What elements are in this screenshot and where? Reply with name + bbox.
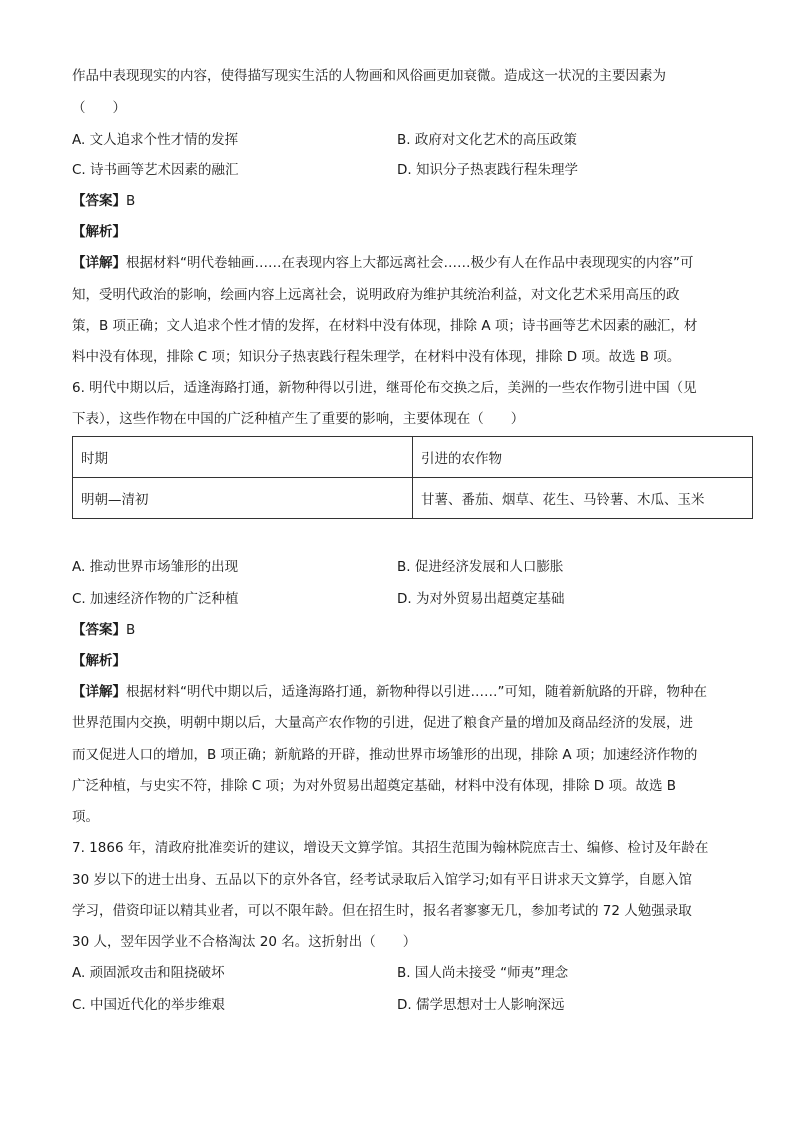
q6-detail-line: 世界范围内交换，明朝中期以后，大量高产农作物的引进，促进了粮食产量的增加及商品经济的发展，进 [72,715,693,731]
q5-option-c: C. 诗书画等艺术因素的融汇 [72,162,239,178]
q6-detail-line: 项。 [72,809,99,825]
q6-stem-line: 下表），这些作物在中国的广泛种植产生了重要的影响，主要体现在（ ） [72,411,525,427]
table-row [73,478,753,519]
q5-detail-line: 料中没有体现，排除 C 项；知识分子热衷践行程朱理学，在材料中没有体现，排除 D 项。故选 B 项。 [72,349,681,365]
q5-answer [72,191,135,211]
q6-stem-line: 6. 明代中期以后，适逢海路打通，新物种得以引进，继哥伦布交换之后，美洲的一些农作物引进中国（见 [72,380,697,396]
q7-option-a: A. 顽固派攻击和阻挠破坏 [72,965,225,981]
q6-option-c: C. 加速经济作物的广泛种植 [72,591,239,607]
detail-label: 【详解】 [72,684,126,700]
q7-stem-line: 30 岁以下的进士出身、五品以下的京外各官，经考试录取后入馆学习;如有平日讲求天文算学，自愿入馆 [72,872,693,888]
q6-detail-line: 而又促进人口的增加，B 项正确；新航路的开辟，推动世界市场雏形的出现，排除 A 项；加速经济作物的 [72,747,698,763]
q6-option-d: D. 为对外贸易出超奠定基础 [397,591,565,607]
q5-option-a: A. 文人追求个性才情的发挥 [72,132,239,148]
q5-stem-blank: （ ） [72,100,126,116]
q7-stem-line: 学习，借资印证以精其业者，可以不限年龄。但在招生时，报名者寥寥无几，参加考试的 72 人勉强录取 [72,903,692,919]
q6-option-b: B. 促进经济发展和人口膨胀 [397,559,564,575]
answer-label: 【答案】 [72,193,126,209]
table-header-cell: 引进的农作物 [413,437,753,478]
q5-detail-line: 知，受明代政治的影响，绘画内容上远离社会，说明政府为维护其统治利益，对文化艺术采用高压的政 [72,287,680,303]
q6-answer [72,620,135,640]
q6-detail-line: 【详解】根据材料“明代中期以后，适逢海路打通，新物种得以引进……”可知，随着新航路的开辟，物种在 [72,684,707,700]
q5-option-b: B. 政府对文化艺术的高压政策 [397,132,577,148]
q7-option-d: D. 儒学思想对士人影响深远 [397,997,565,1013]
q6-option-a: A. 推动世界市场雏形的出现 [72,559,239,575]
q5-analysis-label: 【解析】 [72,224,126,240]
q6-detail-line: 广泛种植，与史实不符，排除 C 项；为对外贸易出超奠定基础，材料中没有体现，排除 D 项。故选 B [72,778,677,794]
q5-option-d: D. 知识分子热衷践行程朱理学 [397,162,578,178]
q7-option-c: C. 中国近代化的举步维艰 [72,997,226,1013]
crops-table [72,436,753,519]
q6-analysis-label: 【解析】 [72,653,126,669]
table-header-cell: 时期 [73,437,413,478]
answer-value: B [126,193,136,209]
q7-stem-line: 7. 1866 年，清政府批准奕䜣的建议，增设天文算学馆。其招生范围为翰林院庶吉士、编修、检讨及年龄在 [72,840,709,856]
answer-label: 【答案】 [72,622,126,638]
q5-detail-line: 策，B 项正确；文人追求个性才情的发挥，在材料中没有体现，排除 A 项；诗书画等艺术因素的融汇，材 [72,318,698,334]
answer-value: B [126,622,136,638]
detail-label: 【详解】 [72,255,126,271]
q7-stem-line: 30 人，翌年因学业不合格淘汰 20 名。这折射出（ ） [72,934,417,950]
table-cell: 甘薯、番茄、烟草、花生、马铃薯、木瓜、玉米 [413,478,753,519]
table-cell: 明朝—清初 [73,478,413,519]
q5-detail-line: 【详解】根据材料“明代卷轴画……在表现内容上大都远离社会……极少有人在作品中表现现实的内容”可 [72,255,694,271]
q5-stem-line: 作品中表现现实的内容，使得描写现实生活的人物画和风俗画更加衰微。造成这一状况的主要因素为 [72,68,666,84]
table-header-row [73,437,753,478]
q7-option-b: B. 国人尚未接受 “师夷”理念 [397,965,569,981]
